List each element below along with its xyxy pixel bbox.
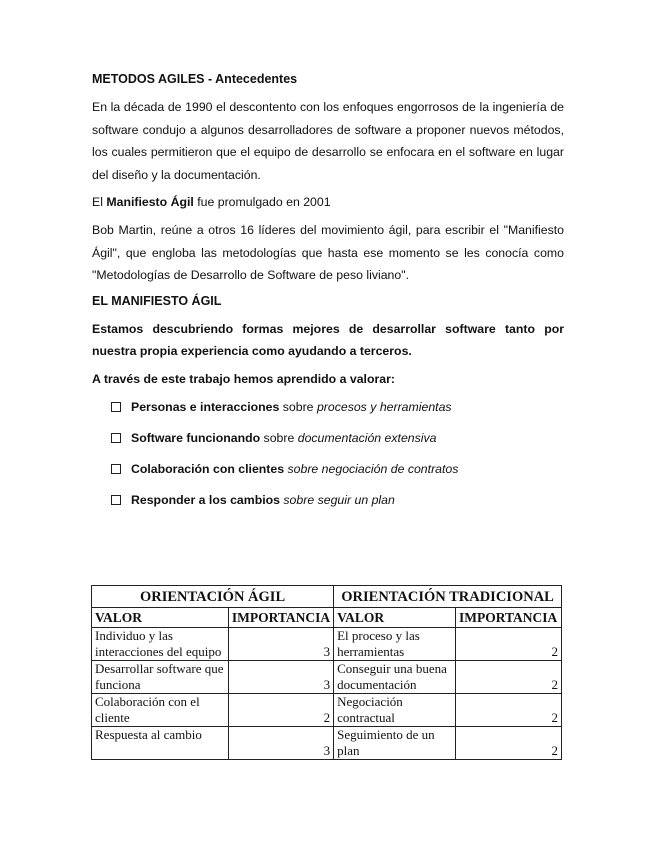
list-item [111,399,564,415]
value-bold: Responder a los cambios [131,492,280,507]
cell-trad-importancia: 2 [456,727,562,760]
value-italic: documentación extensiva [297,430,437,445]
cell-trad-importancia: 2 [456,628,562,661]
cell-trad-valor: El proceso y las herramientas [334,628,456,661]
values-list [92,399,564,508]
list-item [111,430,564,446]
value-italic: procesos y herramientas [316,399,452,414]
manifiesto-bold: Manifiesto Ágil [106,195,194,210]
cell-agil-valor: Colaboración con el cliente [92,694,229,727]
value-italic: sobre seguir un plan [283,492,395,507]
manifiesto-suffix: fue promulgado en 2001 [193,195,331,210]
cell-trad-valor: Seguimiento de un plan [334,727,456,760]
paragraph-antecedentes: En la década de 1990 el descontento con los enfoques engorrosos de la ingeniería de software condujo a algunos desarrolladores de software a proponer nuevos métodos, los cuales permitieron que el equipo de desarrollo se enfocara en el software en lugar del diseño y la documentación. [92,100,564,182]
value-italic: sobre negociación de contratos [287,461,459,476]
value-sobre: sobre [282,399,314,414]
table-row [92,694,562,727]
section-heading-manifiesto: EL MANIFIESTO ÁGIL [92,293,222,308]
group-header-agil: ORIENTACIÓN ÁGIL [92,586,334,608]
comparison-table [91,585,562,760]
document-body [92,70,564,523]
column-header-importancia: IMPORTANCIA [228,608,333,628]
section-heading-antecedentes: METODOS AGILES - Antecedentes [92,72,298,86]
cell-agil-valor: Respuesta al cambio [92,727,229,760]
cell-trad-importancia: 2 [456,694,562,727]
checkbox-bullet-icon [111,464,121,474]
table-row [92,661,562,694]
column-header-valor: VALOR [92,608,229,628]
cell-agil-valor: Desarrollar software que funciona [92,661,229,694]
cell-agil-importancia: 3 [228,628,333,661]
cell-agil-importancia: 2 [228,694,333,727]
cell-agil-importancia: 3 [228,727,333,760]
cell-agil-importancia: 3 [228,661,333,694]
cell-trad-valor: Conseguir una buena documentación [334,661,456,694]
checkbox-bullet-icon [111,402,121,412]
cell-trad-importancia: 2 [456,661,562,694]
paragraph-bob-martin: Bob Martin, reúne a otros 16 líderes del movimiento ágil, para escribir el "Manifiesto Ágil", que engloba las metodologías que hasta ese momento se les conocía como "Metodologías de Desarrollo de Software de peso liviano". [92,222,564,283]
value-bold: Software funcionando [131,430,261,445]
table-row [92,727,562,760]
paragraph-valorar: A través de este trabajo hemos aprendido a valorar: [92,371,395,386]
cell-agil-valor: Individuo y las interacciones del equipo [92,628,229,661]
column-header-importancia: IMPORTANCIA [456,608,562,628]
checkbox-bullet-icon [111,433,121,443]
paragraph-descubriendo: Estamos descubriendo formas mejores de desarrollar software tanto por nuestra propia experiencia como ayudando a terceros. [92,321,564,359]
group-header-tradicional: ORIENTACIÓN TRADICIONAL [334,586,562,608]
manifiesto-prefix: El [92,195,107,210]
cell-trad-valor: Negociación contractual [334,694,456,727]
column-header-valor: VALOR [334,608,456,628]
checkbox-bullet-icon [111,495,121,505]
list-item [111,461,564,477]
paragraph-manifiesto-fecha [92,191,564,214]
table-row [92,628,562,661]
list-item [111,492,564,508]
value-bold: Colaboración con clientes [131,461,285,476]
value-bold: Personas e interacciones [131,399,280,414]
value-sobre: sobre [263,430,295,445]
